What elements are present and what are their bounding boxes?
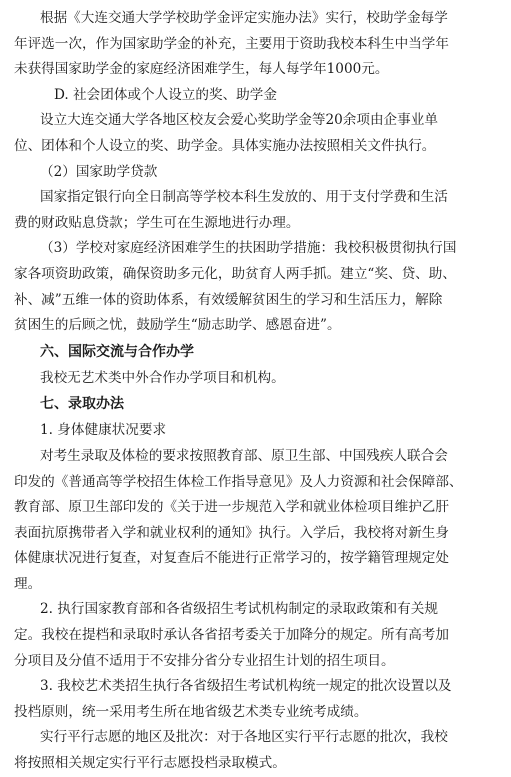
text-line: 补、减”五维一体的资助体系，有效缓解贫困生的学习和生活压力，解除 (14, 291, 443, 308)
section-heading: 七、录取办法 (40, 396, 124, 413)
text-line: 3. 我校艺术类招生执行各省级招生考试机构统一规定的批次设置以及 (40, 678, 452, 695)
text-line: （2）国家助学贷款 (40, 163, 158, 180)
text-line: 投档原则，统一采用考生所在地省级艺术类专业统考成绩。 (14, 703, 368, 720)
text-line: 分项目及分值不适用于不安排分省分专业招生计划的招生项目。 (14, 652, 395, 669)
text-line: D. 社会团体或个人设立的奖、助学金 (54, 86, 277, 103)
text-line: 定。我校在提档和录取时承认各省招考委关于加降分的规定。所有高考加 (14, 627, 449, 644)
text-line: 将按照相关规定实行平行志愿投档录取模式。 (14, 755, 286, 772)
text-line: 根据《大连交通大学学校助学金评定实施办法》实行，校助学金每学 (40, 10, 448, 26)
text-line: 1. 身体健康状况要求 (40, 422, 167, 439)
text-line: 印发的《普通高等学校招生体检工作指导意见》及人力资源和社会保障部、 (14, 473, 463, 490)
text-line: 年评选一次，作为国家助学金的补充，主要用于资助我校本科生中当学年 (14, 35, 449, 52)
text-line: 教育部、原卫生部印发的《关于进一步规范入学和就业体检项目维护乙肝 (14, 499, 449, 516)
text-line: 设立大连交通大学各地区校友会爱心奖助学金等20余项由企事业单 (40, 112, 438, 129)
text-line: 我校无艺术类中外合作办学项目和机构。 (40, 369, 285, 386)
text-line: 家各项资助政策，确保资助多元化，助贫育人两手抓。建立“奖、贷、助、 (14, 265, 456, 282)
text-line: 理。 (14, 575, 42, 592)
text-line: 位、团体和个人设立的奖、助学金。具体实施办法按照相关文件执行。 (14, 137, 436, 154)
section-heading: 六、国际交流与合作办学 (40, 343, 194, 360)
text-line: 表面抗原携带者入学和就业权利的通知》执行。入学后，我校将对新生身 (14, 524, 449, 541)
text-line: 2. 执行国家教育部和各省级招生考试机构制定的录取政策和有关规 (40, 601, 438, 618)
text-line: 体健康状况进行复查，对复查后不能进行正常学习的，按学籍管理规定处 (14, 550, 449, 567)
text-line: 对考生录取及体检的要求按照教育部、原卫生部、中国残疾人联合会 (40, 447, 448, 464)
text-line: 实行平行志愿的地区及批次：对于各地区实行平行志愿的批次，我校 (40, 729, 448, 746)
text-line: 国家指定银行向全日制高等学校本科生发放的、用于支付学费和生活 (40, 189, 448, 206)
text-line: 未获得国家助学金的家庭经济困难学生，每人每学年1000元。 (14, 61, 389, 78)
text-line: （3）学校对家庭经济困难学生的扶困助学措施：我校积极贯彻执行国 (40, 240, 457, 257)
text-line: 费的财政贴息贷款；学生可在生源地进行办理。 (14, 214, 300, 231)
text-line: 贫困生的后顾之忧，鼓励学生“励志助学、感恩奋进”。 (14, 317, 341, 334)
